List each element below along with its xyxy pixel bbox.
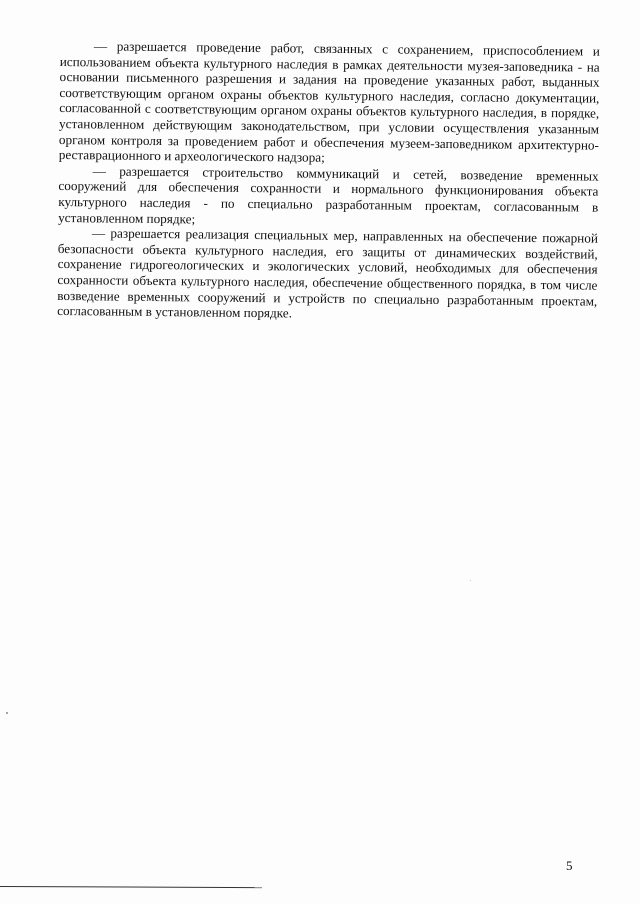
body-text <box>57 38 600 324</box>
scan-speck <box>470 580 471 581</box>
page-number: 5 <box>566 858 573 873</box>
paragraph-3: — разрешается реализация специальных мер, направленных на обеспечение пожарной безопасности объекта культурного наследия, его защиты от динамических воздействий, сохранение гидрогеологических и экологических условий, необходимых для обеспечения сохранности объекта культурного наследия, обеспечение общественного порядка, в том числе возведение временных сооружений и устройств по специально разработанным проектам, согласованным в установленном порядке. <box>57 225 599 321</box>
bottom-divider <box>0 886 262 888</box>
scan-speck <box>6 712 8 714</box>
paragraph-1: — разрешается проведение работ, связанных с сохранением, приспособлением и использованием объекта культурного наследия в рамках деятельности музея-заповедника - на основании письменного разрешения и задания на проведение указанных работ, выданных соответствующим органом охраны объектов культурного наследия, согласно документации, согласованной с соответствующим органом охраны объектов культурного наследия, в порядке, установленном действующим законодательством, при условии осуществления указанным органом контроля за проведением работ и обеспечения музеем-заповедником архитектурно-реставрационного и археологического надзора; <box>58 38 600 165</box>
paragraph-2: — разрешается строительство коммуникаций и сетей, возведение временных сооружений для обеспечения сохранности и нормального функционирования объекта культурного наследия - по специально разработанным проектам, согласованным в установленном порядке; <box>58 163 599 226</box>
